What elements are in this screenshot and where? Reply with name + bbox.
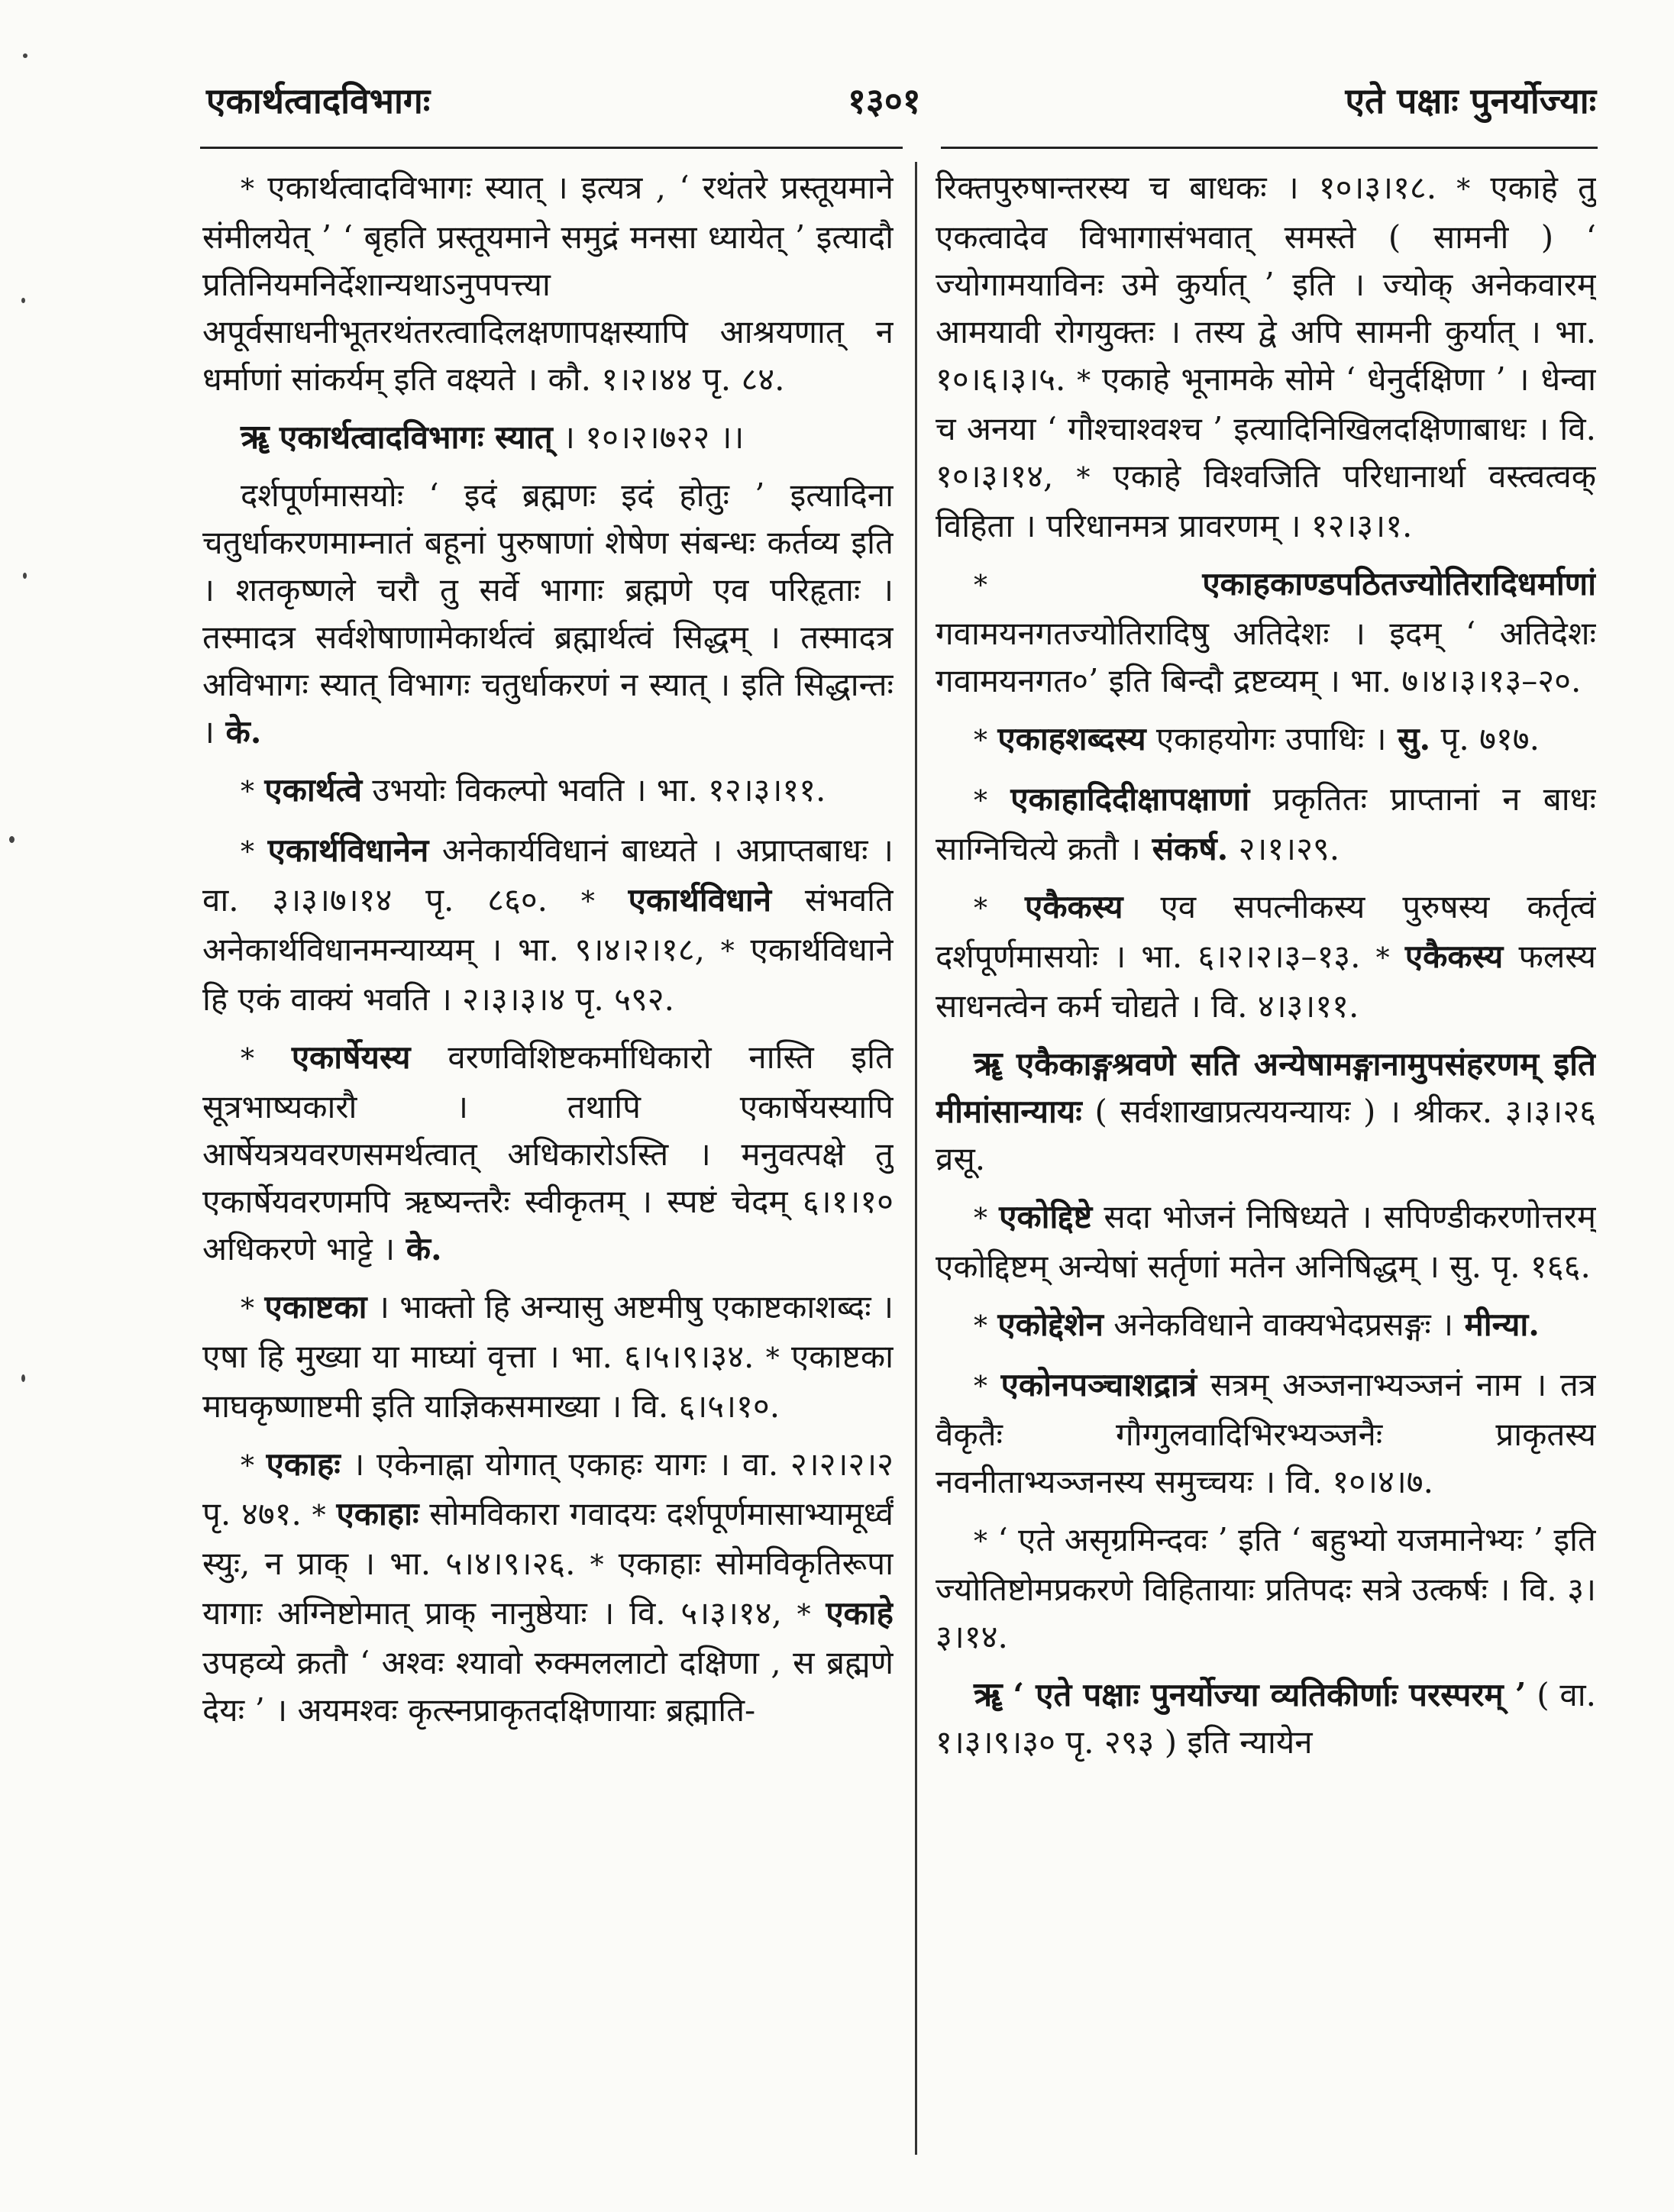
sutra-mark-icon: ॠ [974,1045,1003,1083]
page-number: १३०१ [848,80,921,121]
entry-text: उभयोः विकल्पो भवति । भा. १२।३।११. [362,771,826,809]
entry-headword: एकोद्देशेन [997,1306,1104,1343]
entry-text: प्रकृतितः प्राप्तानां न बाधः साग्निचित्ये क्रतौ । [936,780,1596,867]
entry-headword: एकार्थत्वे [264,771,363,809]
entry-ref: । १०।२।७२२ ।। [552,418,745,456]
entry-headword: एकैकस्य [1025,888,1123,925]
entry-text: ( वा. १।३।९।३० पृ. २९३ ) इति न्यायेन [936,1676,1596,1761]
entry [202,1284,894,1430]
scan-speck [9,836,15,843]
entry-text: एकाहे भूनामके सोमे ‘ धेनुर्दक्षिणा ’ । धेन्वा च अनया ‘ गौश्चाश्वश्च ’ इत्यादिनिखिलदक्षिणाबाधः । वि. १०।३।१४, [936,360,1596,495]
right-column [936,164,1596,2172]
column-divider [915,162,917,2155]
left-column [202,164,894,2172]
entry-text: सोमविकारा गवादयः दर्शपूर्णमासाभ्यामूर्ध्वं स्युः, न प्राक् । भा. ५।४।९।२६. [202,1495,894,1582]
star-mark-icon: * [974,1311,987,1342]
star-mark-icon: * [1456,174,1471,205]
entry-headword: एकार्षेयस्य [291,1038,411,1076]
entry [936,1671,1596,1766]
star-mark-icon: * [720,936,735,967]
entry-text: एकाहाः सोमविकृतिरूपा यागाः अग्निष्टोमात् प्राक् नानुष्ठेयाः । वि. ५।३।१४, [202,1545,894,1632]
star-mark-icon: * [1077,366,1091,397]
entry-source: मीन्या. [1453,1306,1540,1343]
entry-continuation [202,472,894,756]
entry-text: फलस्य साधनत्वेन कर्म चोद्यते । वि. ४।३।११. [936,938,1596,1025]
star-mark-icon: * [974,1203,987,1235]
entry-text: एकार्थविधाने हि एकं वाक्यं भवति । २।३।३।४ पृ. ५९२. [202,931,894,1018]
star-mark-icon: * [974,786,987,817]
star-mark-icon: * [580,886,595,918]
entry-text: एकाष्टका माघकृष्णाष्टमी इति याज्ञिकसमाख्या । वि. ६।५।१०. [202,1338,894,1425]
scan-speck [23,573,27,579]
entry-text: उपहव्ये क्रतौ ‘ अश्वः श्यावो रुक्मललाटो दक्षिणा , स ब्रह्मणे देयः ’ । अयमश्वः कृत्स्नप्राकृतदक्षिणायाः ब्रह्माति- [202,1644,894,1729]
star-mark-icon: * [312,1500,326,1532]
entry-headword: एकाहशब्दस्य [997,720,1146,757]
entry-text: ‘ एते असृग्रमिन्दवः ’ इति ‘ बहुभ्यो यजमानेभ्यः ’ इति ज्योतिष्टोमप्रकरणे विहितायाः प्रतिपदः सत्रे उत्कर्षः । वि. ३।३।१४. [936,1521,1596,1655]
entry [936,1041,1596,1183]
entry [936,776,1596,873]
entry [202,827,894,1023]
entry-text: सत्रम् अञ्जनाभ्यञ्जनं नाम । तत्र वैकृतैः गौग्गुलवादिभिरभ्यञ्जनैः प्राकृतस्य नवनीताभ्यञ्जनस्य समुच्चयः । वि. १०।४।७. [936,1366,1596,1500]
entry-source: संकर्ष. [1141,830,1229,867]
entry-headword: एकोनपञ्चाशद्रात्रं [1000,1366,1197,1403]
star-mark-icon: * [974,1371,987,1403]
entry-source: सु. [1386,720,1431,757]
star-mark-icon: * [241,1293,254,1325]
entry-text: एकाहयोगः उपाधिः । [1146,720,1387,757]
entry [202,1441,894,1734]
entry [936,1361,1596,1506]
entry-headword: एकार्थविधानेन [267,832,429,869]
entry [936,883,1596,1030]
entry [202,767,894,816]
scan-speck [23,53,27,58]
entry [936,1516,1596,1661]
sutra-mark-icon: ॠ [974,1675,1003,1714]
page-header [199,76,1604,137]
entry-source: के. [395,1230,442,1267]
entry [202,164,894,403]
entry-text: दर्शपूर्णमासयोः ‘ इदं ब्रह्मणः इदं होतुः ’ इत्यादिना चतुर्धाकरणमाम्नातं बहूनां पुरुषाणां शेषेण संबन्धः कर्तव्य इति । शतकृष्णले चरौ तु सर्वे भागाः ब्रह्मणे एव परिहृताः । तस्मादत्र सर्वशेषाणामेकार्थत्वं ब्रह्मार्थत्वं सिद्धम् । तस्मादत्र अविभागः स्यात् विभागः चतुर्धाकरणं न स्यात् । इति सिद्धान्तः । [202,476,894,751]
entry-text: गवामयनगतज्योतिरादिषु अतिदेशः । इदम् ‘ अतिदेशः गवामयनगत०’ इति बिन्दौ द्रष्टव्यम् । भा. ७।४।३।१३–२०. [936,615,1596,699]
star-mark-icon: * [974,893,987,925]
star-mark-icon: * [974,570,987,602]
running-head-left: एकार्थत्वादविभागः [206,80,431,121]
header-rule-right [941,147,1598,149]
scan-speck [21,1374,25,1382]
entry [936,715,1596,765]
entry-text: । भाक्तो हि अन्यासु अष्टमीषु एकाष्टकाशब्दः । एषा हि मुख्या या माघ्यां वृत्ता । भा. ६।५।९।३४. [202,1288,894,1375]
star-mark-icon: * [590,1550,604,1581]
entry-headword: एकोद्दिष्टे [999,1198,1093,1235]
entry-text: एकाहे तु एकत्वादेव विभागासंभवात् समस्ते ( सामनी ) ‘ ज्योगामयाविनः उमे कुर्यात् ’ इति । ज्योक् अनेकवारम् आमयावी रोगयुक्तः । तस्य द्वे अपि सामनी कुर्यात् । भा. १०।६।३।५. [936,169,1596,398]
star-mark-icon: * [241,837,254,868]
star-mark-icon: * [1375,943,1390,974]
entry-text: एकाहे विश्वजिति परिधानार्था वस्त्वत्वक् विहिता । परिधानमत्र प्रावरणम् । १२।३।१. [936,457,1596,544]
star-mark-icon: * [974,1526,987,1558]
entry-text: संभवति अनेकार्थविधानमन्याय्यम् । भा. ९।४।२।१८, [202,881,894,968]
entry-headword: एकैकाङ्गश्रवणे सति अन्येषामङ्गानामुपसंहरणम् इति मीमांसान्यायः [936,1045,1596,1130]
entry [202,1034,894,1273]
entry-headword: एकार्थत्वादविभागः स्यात् [279,418,553,456]
entry-text: एकार्थत्वादविभागः स्यात् । इत्यत्र , ‘ रथंतरे प्रस्तूयमाने संमीलयेत् ’ ‘ बृहति प्रस्तूयमाने समुद्रं मनसा ध्यायेत् ’ इत्यादौ प्रतिनियमनिर्देशान्यथाऽनुपपत्त्या अपूर्वसाधनीभूतरथंतरत्वादिलक्षणापक्षस्यापि आश्रयणात् न धर्माणां सांकर्यम् इति वक्ष्यते । कौ. १।२।४४ पृ. ८४. [202,169,894,398]
star-mark-icon: * [797,1600,811,1631]
entry-text: सदा भोजनं निषिध्यते । सपिण्डीकरणोत्तरम् एकोद्दिष्टम् अन्येषां सर्तृणां मतेन अनिषिद्धम् । सु. पृ. १६६. [936,1198,1596,1285]
entry-headword: एकाहे [826,1594,894,1632]
entry [936,560,1596,705]
star-mark-icon: * [241,777,254,808]
entry [936,1193,1596,1290]
star-mark-icon: * [1076,463,1091,494]
entry [936,1301,1596,1351]
entry-headword: एकाहकाण्डपठितज्योतिरादिधर्माणां [1202,565,1596,602]
entry-text: अनेकविधाने वाक्यभेदप्रसङ्गः । [1103,1306,1454,1343]
entry-source: के. [214,713,262,751]
entry [202,414,894,461]
header-rule-left [200,147,903,149]
star-mark-icon: * [241,1044,254,1075]
entry-headword: एकार्थविधाने [628,881,772,919]
entry-text: वरणविशिष्टकर्माधिकारो नास्ति इति सूत्रभाष्यकारौ । तथापि एकार्षेयस्यापि आर्षेयत्रयवरणसमर्थत्वात् अधिकारोऽस्ति । मनुवत्पक्षे तु एकार्षेयवरणमपि ऋष्यन्तरैः स्वीकृतम् । स्पष्टं चेदम् ६।१।१० अधिकरणे भाट्टे । [202,1038,894,1267]
entry-text: पृ. ७१७. [1430,720,1540,757]
entry-headword: एकाहादिदीक्षापक्षाणां [1010,780,1250,818]
entry-text: रिक्तपुरुषान्तरस्य च बाधकः । १०।३।१८. [936,169,1437,206]
running-head-right: एते पक्षाः पुनर्योज्याः [1345,80,1596,121]
entry-continuation [936,164,1596,550]
entry-headword: एकाष्टका [264,1288,367,1326]
star-mark-icon: * [974,725,987,757]
star-mark-icon: * [241,174,254,205]
entry-headword: एकैकस्य [1404,938,1504,975]
entry-text: अनेकार्यविधानं बाध्यते । अप्राप्तबाधः । वा. ३।३।७।१४ पृ. ८६०. [202,832,894,919]
entry-headword: एकाहाः [336,1495,419,1532]
entry-headword: ‘ एते पक्षाः पुनर्योज्या व्यतिकीर्णाः परस्परम् ’ [1013,1676,1527,1713]
entry-text: २।१।२९. [1228,830,1340,867]
entry-headword: एकाहः [266,1445,341,1483]
entry-text: एव सपत्नीकस्य पुरुषस्य कर्तृत्वं दर्शपूर्णमासयोः । भा. ६।२।२।३–१३. [936,888,1596,975]
entry-text: ( सर्वशाखाप्रत्ययन्यायः ) । श्रीकर. ३।३।२६ व्रसू. [936,1093,1596,1177]
scan-speck [21,298,25,303]
sutra-mark-icon: ॠ [241,418,270,457]
star-mark-icon: * [241,1451,254,1482]
entry-text: । एकेनाह्ना योगात् एकाहः यागः । वा. २।२।२।२ पृ. ४७१. [202,1445,894,1532]
star-mark-icon: * [765,1343,780,1374]
